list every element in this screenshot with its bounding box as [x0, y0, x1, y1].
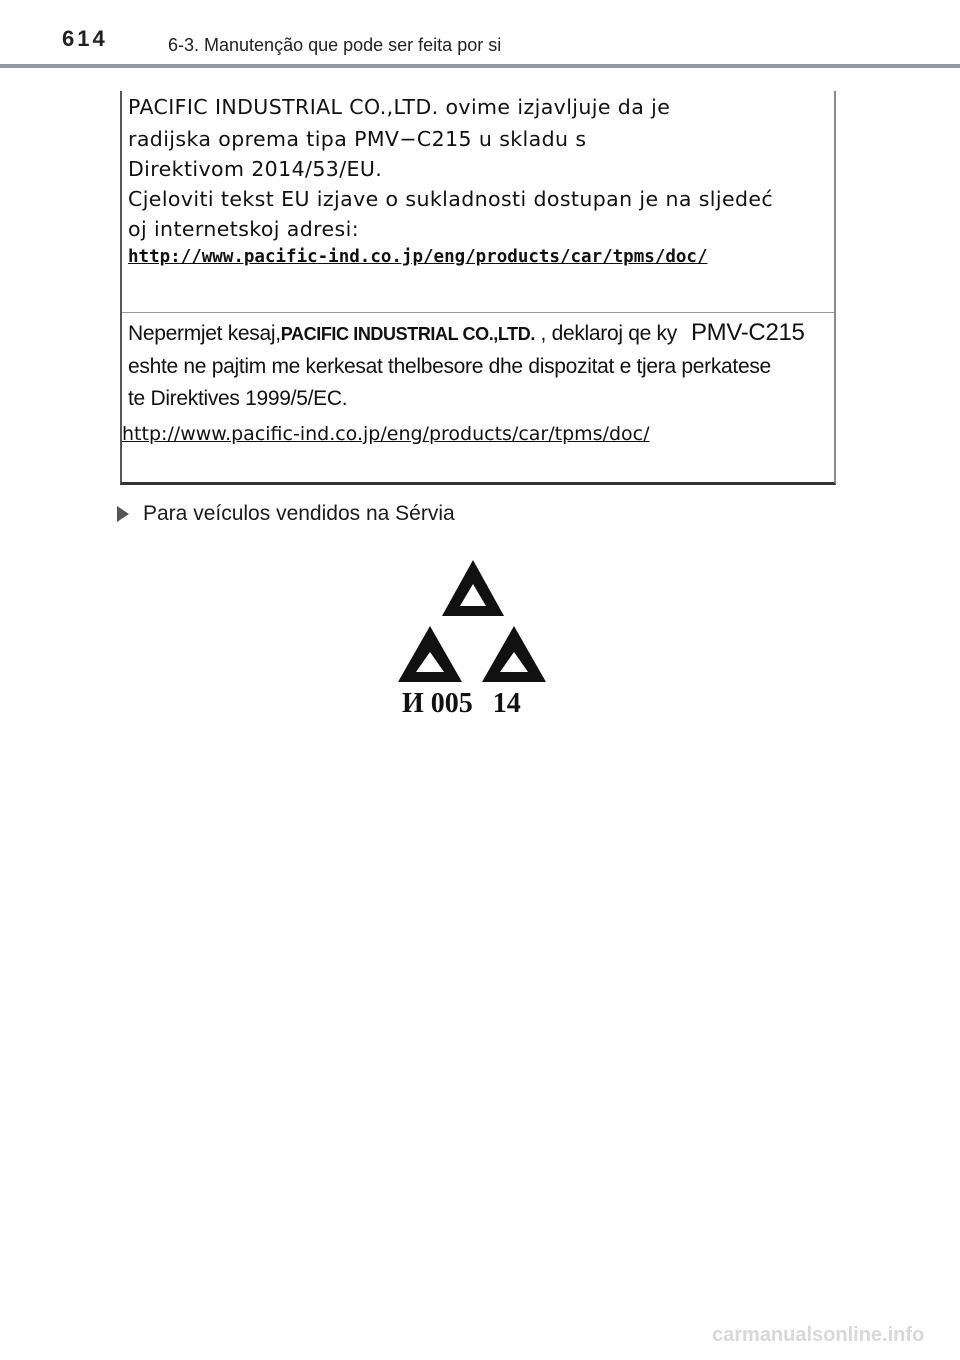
declaration-sq-url: http://www.pacific-ind.co.jp/eng/products/car/tpms/doc/: [122, 423, 650, 445]
declaration-hr-line-4: Cjeloviti tekst EU izjave o sukladnosti dostupan je na sljedeć: [128, 187, 774, 211]
declaration-hr-url: http://www.pacific-ind.co.jp/eng/products/car/tpms/doc/: [128, 247, 708, 267]
declaration-sq-line-1: [128, 319, 805, 347]
bullet-arrow-icon: [117, 506, 129, 522]
serbian-mark-code-suffix: 14: [492, 688, 521, 719]
declaration-hr-line-2: radijska oprema tipa PMV−C215 u skladu s: [128, 127, 587, 151]
serbian-mark-code-prefix: И 005: [402, 688, 473, 719]
declaration-sq-model: PMV-C215: [690, 319, 805, 346]
declaration-sq-prefix: Nepermjet kesaj,: [128, 322, 281, 345]
serbian-mark-code: [402, 688, 521, 720]
site-watermark: carmanualsonline.info: [712, 1324, 925, 1346]
declaration-hr-line-1: PACIFIC INDUSTRIAL CO.,LTD. ovime izjavljuje da je: [128, 95, 671, 119]
declaration-sq-line-2: eshte ne pajtim me kerkesat thelbesore dhe dispozitat e tjera perkatese: [128, 355, 771, 378]
serbia-subheading: [117, 502, 455, 526]
declaration-hr-line-3: Direktivom 2014/53/EU.: [128, 157, 383, 181]
serbia-heading-text: Para veículos vendidos na Sérvia: [143, 502, 455, 525]
declaration-sq-company: PACIFIC INDUSTRIAL CO.,LTD.: [280, 324, 535, 344]
declaration-of-conformity-box: [120, 91, 836, 485]
page-number: 614: [62, 26, 108, 51]
section-title: 6-3. Manutenção que pode ser feita por si: [168, 35, 502, 55]
declaration-sq-mid: , deklaroj qe ky: [534, 322, 677, 345]
declaration-sq-line-3: te Direktives 1999/5/EC.: [128, 387, 348, 410]
declaration-croatian: [122, 91, 834, 313]
declaration-albanian: [122, 313, 834, 485]
declaration-hr-line-5: oj internetskoj adresi:: [128, 217, 360, 241]
header-divider: [0, 64, 960, 68]
page-header: [0, 0, 960, 68]
